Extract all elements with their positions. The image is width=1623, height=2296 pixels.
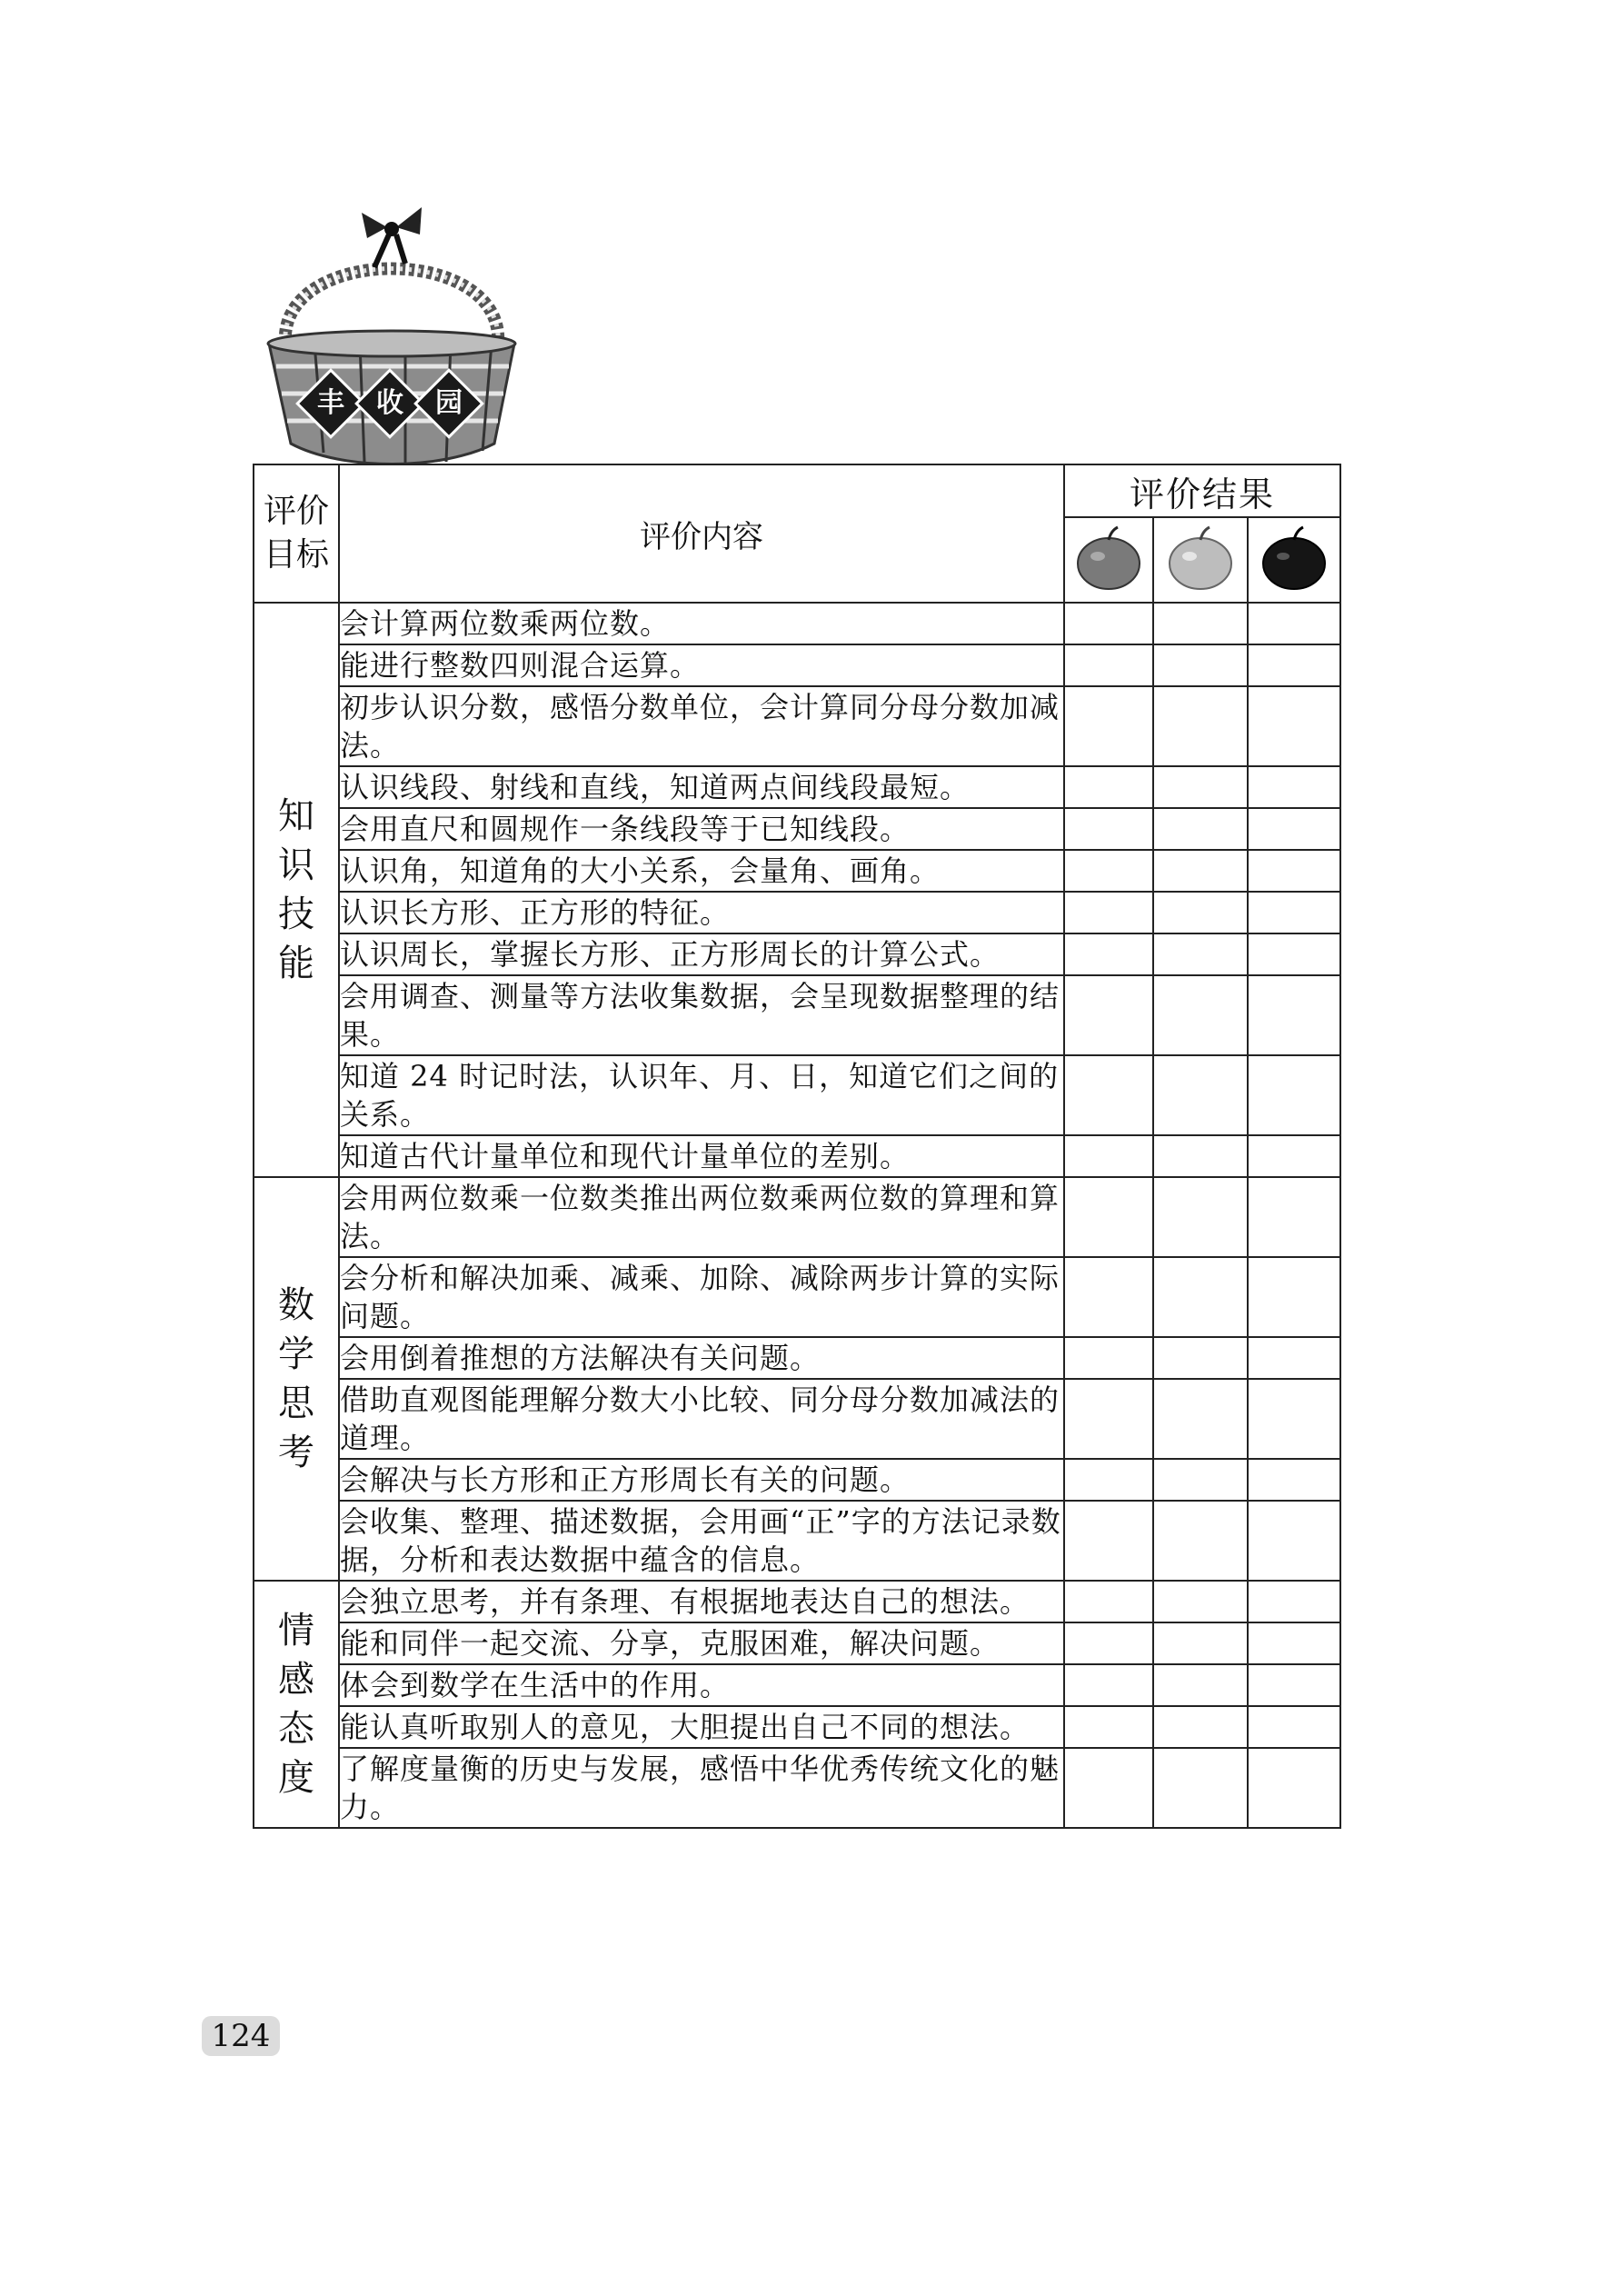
result-cell-gray[interactable]	[1064, 1459, 1153, 1501]
result-cell-light[interactable]	[1153, 1622, 1248, 1664]
result-cell-light[interactable]	[1153, 808, 1248, 850]
result-cell-dark[interactable]	[1248, 1177, 1340, 1257]
result-cell-light[interactable]	[1153, 686, 1248, 766]
apple-light-cell	[1153, 517, 1248, 603]
goal-char: 数	[278, 1284, 314, 1326]
result-cell-light[interactable]	[1153, 850, 1248, 892]
criterion-item: 了解度量衡的历史与发展，感悟中华优秀传统文化的魅力。	[339, 1748, 1064, 1828]
result-cell-dark[interactable]	[1248, 686, 1340, 766]
result-cell-gray[interactable]	[1064, 1337, 1153, 1379]
result-cell-light[interactable]	[1153, 644, 1248, 686]
result-cell-gray[interactable]	[1064, 1706, 1153, 1748]
result-cell-gray[interactable]	[1064, 850, 1153, 892]
result-cell-dark[interactable]	[1248, 1501, 1340, 1581]
result-cell-dark[interactable]	[1248, 808, 1340, 850]
criterion-item: 认识周长，掌握长方形、正方形周长的计算公式。	[339, 933, 1064, 975]
banner-char-1: 丰	[317, 387, 344, 419]
result-cell-light[interactable]	[1153, 1459, 1248, 1501]
result-cell-light[interactable]	[1153, 933, 1248, 975]
goal-knowledge-skills	[254, 603, 339, 1177]
result-cell-gray[interactable]	[1064, 1177, 1153, 1257]
goal-char: 知	[278, 795, 314, 837]
result-cell-gray[interactable]	[1064, 975, 1153, 1055]
result-cell-dark[interactable]	[1248, 1257, 1340, 1337]
page-number: 124	[202, 2016, 280, 2056]
criterion-item: 知道 24 时记时法，认识年、月、日，知道它们之间的关系。	[339, 1055, 1064, 1135]
result-cell-gray[interactable]	[1064, 1501, 1153, 1581]
result-cell-dark[interactable]	[1248, 892, 1340, 933]
result-cell-gray[interactable]	[1064, 1664, 1153, 1706]
result-cell-light[interactable]	[1153, 1177, 1248, 1257]
criterion-item: 会分析和解决加乘、减乘、加除、减除两步计算的实际问题。	[339, 1257, 1064, 1337]
result-cell-light[interactable]	[1153, 1501, 1248, 1581]
result-cell-light[interactable]	[1153, 1706, 1248, 1748]
result-cell-gray[interactable]	[1064, 933, 1153, 975]
goal-char: 思	[278, 1383, 314, 1424]
criterion-item: 能进行整数四则混合运算。	[339, 644, 1064, 686]
result-cell-light[interactable]	[1153, 1257, 1248, 1337]
result-cell-gray[interactable]	[1064, 686, 1153, 766]
criterion-item: 会独立思考，并有条理、有根据地表达自己的想法。	[339, 1581, 1064, 1622]
goal-char: 情	[278, 1610, 314, 1652]
apple-dark-cell	[1248, 517, 1340, 603]
result-cell-light[interactable]	[1153, 1135, 1248, 1177]
result-cell-light[interactable]	[1153, 1379, 1248, 1459]
criterion-item: 会用倒着推想的方法解决有关问题。	[339, 1337, 1064, 1379]
result-cell-gray[interactable]	[1064, 644, 1153, 686]
criterion-item: 初步认识分数，感悟分数单位，会计算同分母分数加减法。	[339, 686, 1064, 766]
result-cell-dark[interactable]	[1248, 1706, 1340, 1748]
goal-char: 能	[278, 943, 314, 984]
gray-apple-icon	[1072, 522, 1145, 594]
result-cell-light[interactable]	[1153, 1055, 1248, 1135]
criterion-item: 会用直尺和圆规作一条线段等于已知线段。	[339, 808, 1064, 850]
result-cell-dark[interactable]	[1248, 1055, 1340, 1135]
criterion-item: 能认真听取别人的意见，大胆提出自己不同的想法。	[339, 1706, 1064, 1748]
criterion-item: 会计算两位数乘两位数。	[339, 603, 1064, 644]
result-cell-gray[interactable]	[1064, 1581, 1153, 1622]
result-cell-dark[interactable]	[1248, 603, 1340, 644]
goal-emotion-attitude	[254, 1581, 339, 1828]
banner-char-2: 收	[376, 387, 403, 419]
result-cell-gray[interactable]	[1064, 808, 1153, 850]
result-cell-gray[interactable]	[1064, 766, 1153, 808]
evaluation-table	[253, 464, 1341, 1829]
result-cell-light[interactable]	[1153, 1337, 1248, 1379]
result-cell-gray[interactable]	[1064, 1622, 1153, 1664]
bow-icon	[362, 207, 422, 267]
criterion-item: 体会到数学在生活中的作用。	[339, 1664, 1064, 1706]
goal-char: 度	[278, 1757, 314, 1799]
result-cell-dark[interactable]	[1248, 933, 1340, 975]
result-cell-gray[interactable]	[1064, 1055, 1153, 1135]
goal-math-thinking	[254, 1177, 339, 1581]
banner-char-3: 园	[435, 387, 463, 419]
criterion-item: 认识线段、射线和直线，知道两点间线段最短。	[339, 766, 1064, 808]
result-cell-light[interactable]	[1153, 766, 1248, 808]
result-cell-light[interactable]	[1153, 1664, 1248, 1706]
result-cell-light[interactable]	[1153, 1581, 1248, 1622]
goal-char: 识	[278, 844, 314, 886]
goal-char: 学	[278, 1333, 314, 1375]
criterion-item: 会用调查、测量等方法收集数据，会呈现数据整理的结果。	[339, 975, 1064, 1055]
header-content: 评价内容	[339, 464, 1064, 603]
criterion-item: 借助直观图能理解分数大小比较、同分母分数加减法的道理。	[339, 1379, 1064, 1459]
goal-char: 技	[278, 893, 314, 935]
result-cell-dark[interactable]	[1248, 1337, 1340, 1379]
goal-char: 考	[278, 1432, 314, 1473]
basket-illustration	[260, 207, 533, 480]
goal-char: 态	[278, 1708, 314, 1750]
result-cell-dark[interactable]	[1248, 1459, 1340, 1501]
goal-char: 感	[278, 1659, 314, 1701]
result-cell-dark[interactable]	[1248, 1664, 1340, 1706]
result-cell-dark[interactable]	[1248, 644, 1340, 686]
criterion-item: 知道古代计量单位和现代计量单位的差别。	[339, 1135, 1064, 1177]
result-cell-dark[interactable]	[1248, 766, 1340, 808]
criterion-item: 认识长方形、正方形的特征。	[339, 892, 1064, 933]
result-cell-dark[interactable]	[1248, 1622, 1340, 1664]
light-apple-icon	[1164, 522, 1237, 594]
criterion-item: 认识角，知道角的大小关系，会量角、画角。	[339, 850, 1064, 892]
criterion-item: 能和同伴一起交流、分享，克服困难，解决问题。	[339, 1622, 1064, 1664]
result-cell-dark[interactable]	[1248, 1748, 1340, 1828]
result-cell-gray[interactable]	[1064, 603, 1153, 644]
header-goal-line-2: 目标	[263, 536, 329, 574]
header-result: 评价结果	[1064, 464, 1340, 517]
result-cell-dark[interactable]	[1248, 1581, 1340, 1622]
result-cell-gray[interactable]	[1064, 1748, 1153, 1828]
result-cell-dark[interactable]	[1248, 850, 1340, 892]
result-cell-gray[interactable]	[1064, 1257, 1153, 1337]
result-cell-light[interactable]	[1153, 892, 1248, 933]
dark-apple-icon	[1258, 522, 1330, 594]
criterion-item: 会收集、整理、描述数据，会用画“正”字的方法记录数据，分析和表达数据中蕴含的信息。	[339, 1501, 1064, 1581]
result-cell-light[interactable]	[1153, 975, 1248, 1055]
result-cell-dark[interactable]	[1248, 1135, 1340, 1177]
result-cell-gray[interactable]	[1064, 1379, 1153, 1459]
result-cell-gray[interactable]	[1064, 1135, 1153, 1177]
header-goal-line-1: 评价	[263, 493, 329, 530]
result-cell-dark[interactable]	[1248, 975, 1340, 1055]
result-cell-light[interactable]	[1153, 1748, 1248, 1828]
header-goal	[254, 464, 339, 603]
apple-gray-cell	[1064, 517, 1153, 603]
result-cell-gray[interactable]	[1064, 892, 1153, 933]
criterion-item: 会解决与长方形和正方形周长有关的问题。	[339, 1459, 1064, 1501]
result-cell-light[interactable]	[1153, 603, 1248, 644]
criterion-item: 会用两位数乘一位数类推出两位数乘两位数的算理和算法。	[339, 1177, 1064, 1257]
result-cell-dark[interactable]	[1248, 1379, 1340, 1459]
